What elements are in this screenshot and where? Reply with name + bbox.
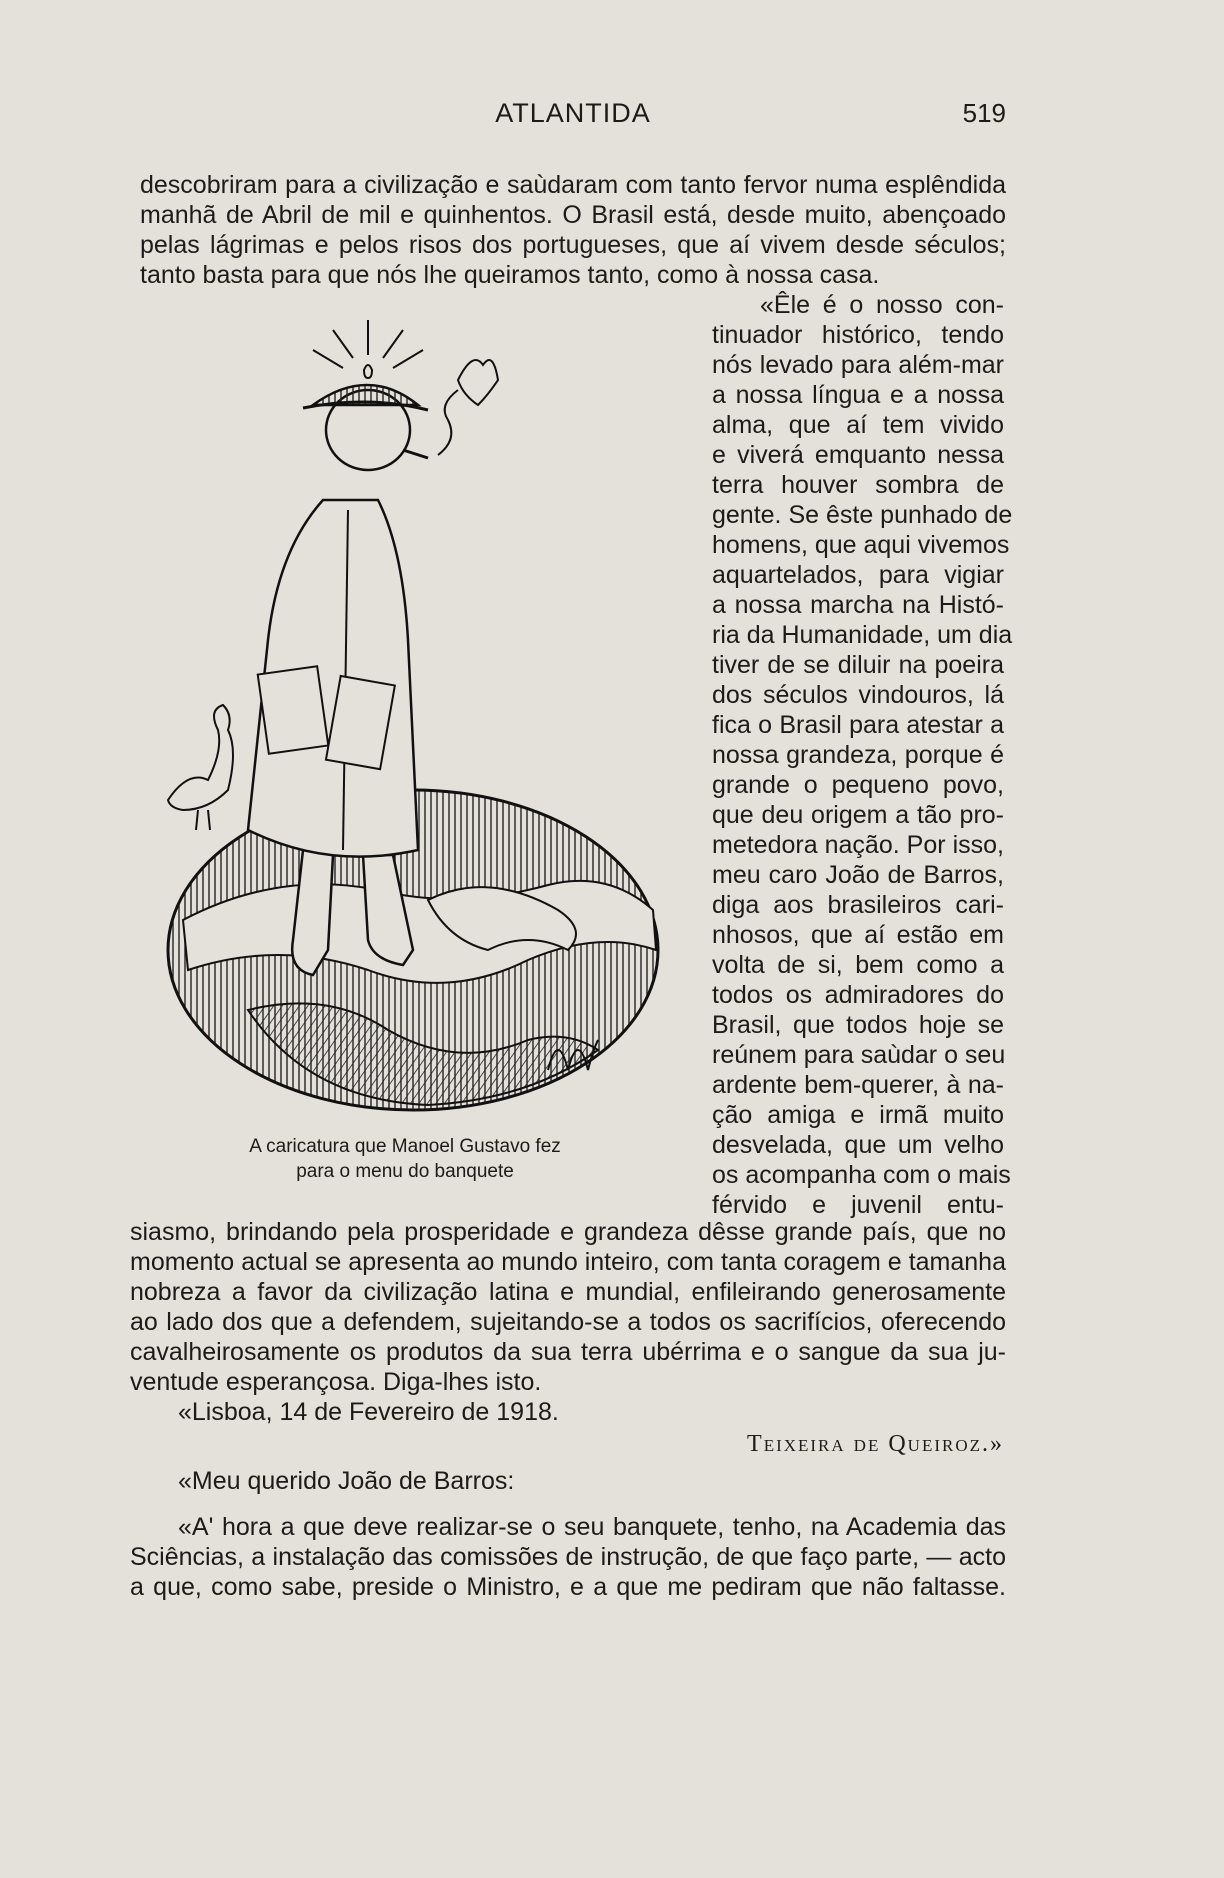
text-line: fica o Brasil para atestar a bbox=[712, 711, 1004, 739]
text-line: ria da Humanidade, um dia bbox=[712, 621, 1013, 649]
text-line: tinuador histórico, tendo bbox=[712, 321, 1004, 349]
caricature-illustration bbox=[128, 310, 678, 1140]
paragraph-top bbox=[140, 170, 1006, 290]
text-line: «A' hora a que deve realizar-se o seu banquete, tenho, na Academia das bbox=[178, 1513, 1006, 1541]
smoke-curl bbox=[438, 390, 458, 455]
page-number: 519 bbox=[962, 98, 1006, 128]
rays-mark bbox=[313, 320, 423, 368]
text-line: nobreza a favor da civilização latina e mundial, enfileirando generosamente bbox=[130, 1278, 1006, 1306]
text-line: os acompanha com o mais bbox=[712, 1161, 1011, 1189]
text-line: tiver de se diluir na poeira bbox=[712, 651, 1004, 679]
text-line: ardente bem-querer, à na- bbox=[712, 1071, 1004, 1099]
letter-salutation: «Meu querido João de Barros: bbox=[178, 1467, 515, 1495]
text-line: descobriram para a civilização e saùdaram com tanto fervor numa esplêndida bbox=[140, 171, 1006, 199]
text-line: volta de si, bem como a bbox=[712, 951, 1004, 979]
heart-shape bbox=[458, 360, 498, 405]
text-line: Sciências, a instalação das comissões de instrução, de que faço parte, — acto bbox=[130, 1543, 1006, 1571]
text-line: a que, como sabe, preside o Ministro, e a que me pediram que não faltasse. bbox=[130, 1573, 1006, 1601]
text-line: desvelada, que um velho bbox=[712, 1131, 1004, 1159]
text-line: cavalheirosamente os produtos da sua terra ubérrima e o sangue da sua ju- bbox=[130, 1338, 1006, 1366]
caption-line: para o menu do banquete bbox=[296, 1161, 514, 1182]
text-line: a nossa marcha na Histó- bbox=[712, 591, 1004, 619]
caption-line: A caricatura que Manoel Gustavo fez bbox=[249, 1136, 561, 1157]
text-line: ção amiga e irmã muito bbox=[712, 1101, 1004, 1129]
text-line: gente. Se êste punhado de bbox=[712, 501, 1013, 529]
letter-signoff: «Lisboa, 14 de Fevereiro de 1918. bbox=[178, 1398, 559, 1426]
text-line: «Êle é o nosso con- bbox=[760, 291, 1004, 319]
text-line: ventude esperançosa. Diga-lhes isto. bbox=[130, 1368, 542, 1396]
text-line: reúnem para saùdar o seu bbox=[712, 1041, 1006, 1069]
rooster-shape bbox=[168, 705, 233, 810]
text-line: nhosos, que aí estão em bbox=[712, 921, 1004, 949]
text-line: a nossa língua e a nossa bbox=[712, 381, 1004, 409]
text-line: dos séculos vindouros, lá bbox=[712, 681, 1004, 709]
text-line: siasmo, brindando pela prosperidade e grandeza dêsse grande país, que no bbox=[130, 1218, 1006, 1246]
text-line: e viverá emquanto nessa bbox=[712, 441, 1004, 469]
text-line: férvido e juvenil entu- bbox=[712, 1191, 1004, 1219]
text-line: diga aos brasileiros cari- bbox=[712, 891, 1004, 919]
drop-mark bbox=[364, 365, 372, 378]
text-line: meu caro João de Barros, bbox=[712, 861, 1004, 889]
book-shape bbox=[258, 666, 329, 754]
text-line: ao lado dos que a defendem, sujeitando-se a todos os sacrifícios, oferecendo bbox=[130, 1308, 1006, 1336]
text-line: todos os admiradores do bbox=[712, 981, 1004, 1009]
paragraph-final bbox=[130, 1512, 1006, 1602]
text-line: nossa grandeza, porque é bbox=[712, 741, 1004, 769]
text-line: nós levado para além-mar bbox=[712, 351, 1004, 379]
paragraph-bottom bbox=[130, 1217, 1006, 1397]
text-line: metedora nação. Por isso, bbox=[712, 831, 1004, 859]
text-line: que deu origem a tão pro- bbox=[712, 801, 1004, 829]
running-title: ATLANTIDA bbox=[495, 98, 651, 128]
text-line: aquartelados, para vigiar bbox=[712, 561, 1004, 589]
text-line: pelas lágrimas e pelos risos dos portugueses, que aí vivem desde séculos; bbox=[140, 231, 1006, 259]
text-line: terra houver sombra de bbox=[712, 471, 1004, 499]
rooster-leg bbox=[196, 810, 198, 830]
running-head bbox=[140, 98, 1006, 138]
text-line: grande o pequeno povo, bbox=[712, 771, 1004, 799]
text-line: tanto basta para que nós lhe queiramos tanto, como à nossa casa. bbox=[140, 261, 880, 289]
rooster-leg bbox=[208, 810, 210, 830]
text-line: manhã de Abril de mil e quinhentos. O Brasil está, desde muito, abençoado bbox=[140, 201, 1006, 229]
cigar-shape bbox=[403, 450, 428, 458]
text-line: homens, que aqui vivemos bbox=[712, 531, 1010, 559]
column-text bbox=[712, 290, 1013, 1220]
text-line: Brasil, que todos hoje se bbox=[712, 1011, 1004, 1039]
text-line: alma, que aí tem vivido bbox=[712, 411, 1004, 439]
text-line: momento actual se apresenta ao mundo inteiro, com tanta coragem e tamanha bbox=[130, 1248, 1006, 1276]
letter-signature: Teixeira de Queiroz.» bbox=[747, 1431, 1004, 1457]
figure-caption bbox=[200, 1134, 610, 1184]
